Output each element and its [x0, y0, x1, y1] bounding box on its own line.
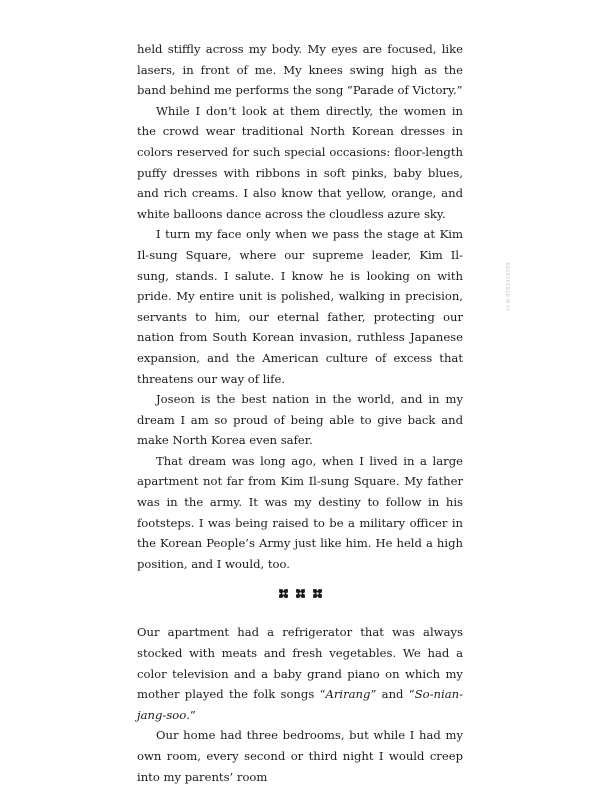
paragraph-text: .”	[186, 707, 196, 722]
paragraph	[137, 622, 463, 725]
quatrefoil-ornament-icon	[278, 588, 289, 599]
song-title: So-nian-jang-soo	[137, 687, 463, 722]
paragraph-text: Our apartment had a refrigerator that was always stocked with meats and fresh vegetables. We had a color television and a baby grand piano on which my mother played the folk songs “	[137, 625, 463, 702]
paragraph: While I don’t look at them directly, the women in the crowd wear traditional North Korean dresses in colors reserved for such special occasions: floor-length puffy dresses with ribbons in soft pinks, baby blues, and rich creams. I also know that yellow, orange, and white balloons dance across the cloudless azure sky.	[137, 103, 463, 221]
side-mark: VI-M-9781476789	[506, 262, 512, 312]
section-break	[137, 588, 463, 602]
quatrefoil-ornament-icon	[295, 588, 306, 599]
paragraph: Joseon is the best nation in the world, and in my dream I am so proud of being able to give back and make North Korea even safer.	[137, 392, 463, 448]
page-body	[137, 39, 463, 787]
paragraph-text: ” and “	[370, 687, 415, 702]
quatrefoil-ornament-icon	[312, 588, 323, 599]
song-title: Arirang	[325, 687, 371, 702]
paragraph: held stiffly across my body. My eyes are focused, like lasers, in front of me. My knees swing high as the band behind me performs the song “Parade of Victory.”	[137, 42, 463, 98]
paragraph: I turn my face only when we pass the stage at Kim Il-sung Square, where our supreme leader, Kim Il-sung, stands. I salute. I know he is looking on with pride. My entire unit is polished, walking in precision, servants to him, our eternal father, protecting our nation from South Korean invasion, ruthless Japanese expansion, and the American culture of excess that threatens our way of life.	[137, 227, 463, 386]
pre-break-paragraphs	[137, 39, 463, 574]
paragraph: That dream was long ago, when I lived in a large apartment not far from Kim Il-sung Square. My father was in the army. It was my destiny to follow in his footsteps. I was being raised to be a military officer in the Korean People’s Army just like him. He held a high position, and I would, too.	[137, 453, 463, 571]
paragraph: Our home had three bedrooms, but while I had my own room, every second or third night I would creep into my parents’ room	[137, 728, 463, 784]
